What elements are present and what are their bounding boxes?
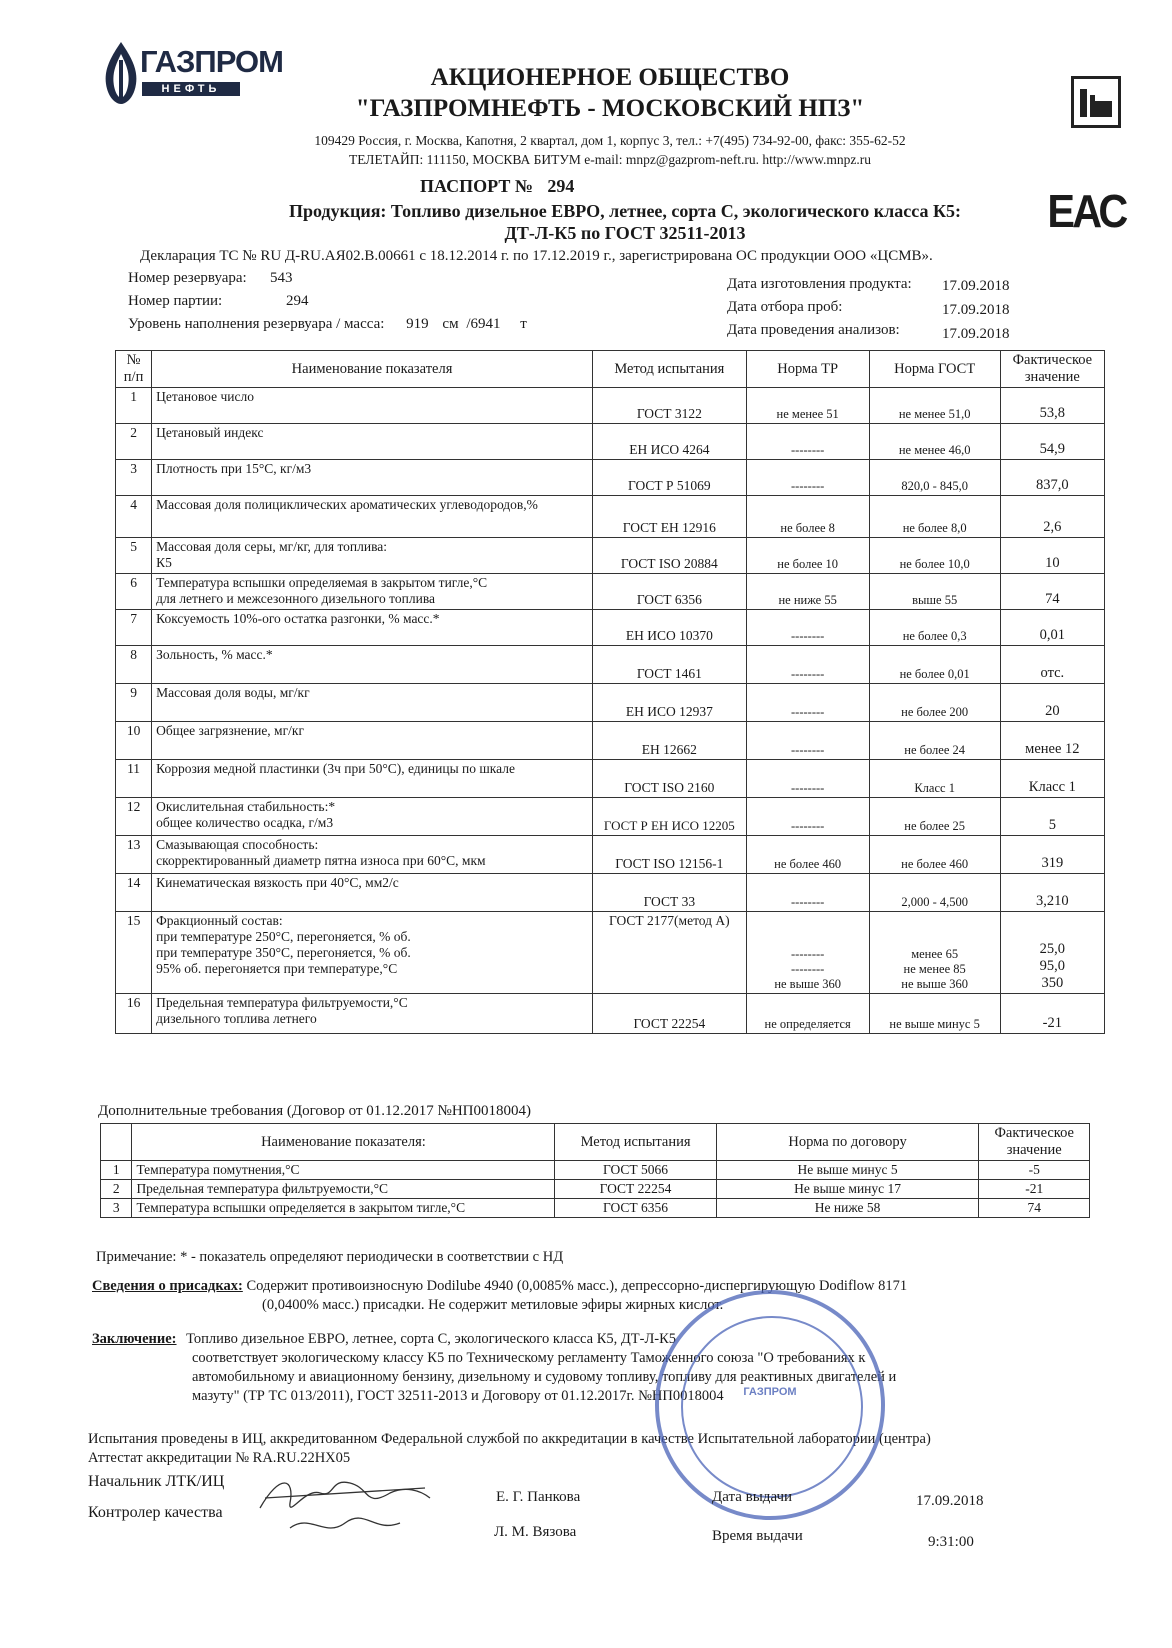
row-value: 837,0 (1000, 460, 1104, 496)
row-value: 2,6 (1000, 496, 1104, 538)
row-norm-tr-cell (746, 912, 869, 994)
table-row (116, 874, 1105, 912)
row-norm-tr: не выше 360 (774, 977, 842, 991)
quality-stamp (655, 1290, 885, 1520)
qc-name: Л. М. Вязова (494, 1524, 577, 1540)
row-method: ГОСТ 22254 (592, 994, 746, 1034)
fill-level (128, 316, 527, 333)
lab-accreditation: Испытания проведены в ИЦ, аккредитованном Федеральной службой по аккредитации в качестве Испытательной лаборатории (центра) (88, 1431, 931, 1447)
table-row (101, 1180, 1090, 1199)
row-norm-gost: не менее 46,0 (869, 424, 1000, 460)
logo-subtext: НЕФТЬ (142, 82, 240, 96)
row-value: 0,01 (1000, 610, 1104, 646)
issue-date: 17.09.2018 (916, 1493, 984, 1509)
fill-label: Уровень наполнения резервуара / масса: (128, 316, 385, 332)
row-method: ГОСТ 22254 (555, 1180, 716, 1199)
row-norm-tr: -------- (746, 684, 869, 722)
row-norm-gost: 820,0 - 845,0 (869, 460, 1000, 496)
factory-mark-icon (1071, 76, 1121, 128)
passport-label: ПАСПОРТ № (420, 176, 533, 196)
issue-date-label: Дата выдачи (712, 1489, 793, 1505)
row-method: ЕН ИСО 12937 (592, 684, 746, 722)
row-norm-tr: -------- (746, 760, 869, 798)
row-value: 5 (1000, 798, 1104, 836)
row-name: Предельная температура фильтруемости,°С (132, 1180, 555, 1199)
gazprom-neft-logo (100, 38, 283, 108)
head-name: Е. Г. Панкова (496, 1489, 581, 1505)
col-header-norm: Норма по договору (716, 1124, 979, 1161)
table-row (116, 610, 1105, 646)
accreditation-certificate: Аттестат аккредитации № RA.RU.22НХ05 (88, 1450, 351, 1466)
row-method: ГОСТ ISO 2160 (592, 760, 746, 798)
test-results-table (115, 350, 1105, 1034)
table-row (116, 388, 1105, 424)
row-number: 13 (116, 836, 152, 874)
table-row (116, 684, 1105, 722)
signatures (250, 1468, 440, 1543)
row-method: ГОСТ ISO 12156-1 (592, 836, 746, 874)
declaration: Декларация ТС № RU Д-RU.АЯ02.В.00661 с 18.12.2014 г. по 17.12.2019 г., зарегистрирована ОС продукции ООО «ЦСМВ». (140, 248, 933, 264)
col-header-blank (101, 1124, 132, 1161)
row-name: Массовая доля воды, мг/кг (152, 684, 593, 722)
row-name-cell (152, 574, 593, 610)
row-name: Температура помутнения,°С (132, 1161, 555, 1180)
row-name-sub: для летнего и межсезонного дизельного топлива (156, 591, 436, 606)
row-value: 3,210 (1000, 874, 1104, 912)
row-number: 12 (116, 798, 152, 836)
table-row (116, 424, 1105, 460)
row-number: 2 (116, 424, 152, 460)
issue-time: 9:31:00 (928, 1534, 974, 1550)
batch-label: Номер партии: (128, 293, 223, 309)
product-line-2: ДТ-Л-К5 по ГОСТ 32511-2013 (504, 223, 746, 243)
row-name-sub: дизельного топлива летнего (156, 1011, 317, 1026)
row-name-sub: скорректированный диаметр пятна износа при 60°С, мкм (156, 853, 486, 868)
fill-unit-cm: см (442, 316, 459, 332)
company-name: "ГАЗПРОМНЕФТЬ - МОСКОВСКИЙ НПЗ" (355, 95, 865, 122)
fill-unit-t: т (520, 316, 527, 332)
table-header-row (116, 351, 1105, 388)
row-norm-gost: не более 24 (869, 722, 1000, 760)
row-norm-gost: Класс 1 (869, 760, 1000, 798)
row-number: 10 (116, 722, 152, 760)
row-norm-gost: не менее 51,0 (869, 388, 1000, 424)
col-header-method: Метод испытания (592, 351, 746, 388)
row-number: 16 (116, 994, 152, 1034)
row-number: 2 (101, 1180, 132, 1199)
row-norm-gost: не выше 360 (901, 977, 968, 991)
row-method: ГОСТ 2177(метод А) (592, 912, 746, 994)
row-method: ГОСТ 1461 (592, 646, 746, 684)
row-norm-tr: -------- (746, 610, 869, 646)
row-norm-gost: не более 25 (869, 798, 1000, 836)
row-norm-tr: -------- (746, 646, 869, 684)
row-number: 5 (116, 538, 152, 574)
row-name: Зольность, % масс.* (152, 646, 593, 684)
row-method: ГОСТ ЕН 12916 (592, 496, 746, 538)
table-row (116, 538, 1105, 574)
conclusion-section (92, 1330, 1102, 1406)
row-norm-tr: не более 460 (746, 836, 869, 874)
sample-date-value: 17.09.2018 (942, 302, 1010, 318)
row-name: Цетановый индекс (152, 424, 593, 460)
row-name: Массовая доля серы, мг/кг, для топлива: (156, 539, 388, 554)
row-number: 15 (116, 912, 152, 994)
row-method: ЕН 12662 (592, 722, 746, 760)
row-method: ЕН ИСО 10370 (592, 610, 746, 646)
additional-title: Дополнительные требования (Договор от 01.12.2017 №НП0018004) (98, 1103, 531, 1119)
row-name: Температура вспышки определяется в закрытом тигле,°С (132, 1199, 555, 1218)
conclusion-line-4: мазуту" (ТР ТС 013/2011), ГОСТ 32511-2013 и Договору от 01.12.2017г. №НП0018004 (192, 1388, 724, 1404)
row-number: 3 (101, 1199, 132, 1218)
eac-mark: ЕАС (1047, 185, 1126, 237)
row-name: Цетановое число (152, 388, 593, 424)
row-value: отс. (1000, 646, 1104, 684)
row-number: 3 (116, 460, 152, 496)
row-name-cell (152, 798, 593, 836)
row-name: Кинематическая вязкость при 40°С, мм2/с (152, 874, 593, 912)
row-value-cell (1000, 912, 1104, 994)
footnote: Примечание: * - показатель определяют периодически в соответствии с НД (96, 1249, 564, 1265)
stamp-mark: ГАЗПРОМ (743, 1386, 797, 1398)
row-norm-gost: менее 65 (911, 947, 959, 961)
row-name: Общее загрязнение, мг/кг (152, 722, 593, 760)
row-value: менее 12 (1000, 722, 1104, 760)
additives-section (92, 1277, 1102, 1315)
row-norm-tr: -------- (746, 798, 869, 836)
row-norm-tr: -------- (746, 460, 869, 496)
additives-label: Сведения о присадках: (92, 1278, 243, 1294)
row-norm-tr: -------- (746, 722, 869, 760)
row-name-sub: при температуре 350°С, перегоняется, % об. (156, 945, 411, 960)
row-name-sub: при температуре 250°С, перегоняется, % об. (156, 929, 411, 944)
row-norm-tr: не более 10 (746, 538, 869, 574)
row-norm: Не выше минус 5 (716, 1161, 979, 1180)
row-number: 11 (116, 760, 152, 798)
head-label: Начальник ЛТК/ИЦ (88, 1473, 225, 1490)
logo-text: ГАЗПРОМ (140, 44, 283, 79)
row-norm-gost: не более 0,3 (869, 610, 1000, 646)
row-value: 319 (1000, 836, 1104, 874)
row-value: 350 (1041, 975, 1064, 991)
passport-number: 294 (547, 176, 575, 196)
tank-label: Номер резервуара: (128, 270, 247, 286)
row-name: Смазывающая способность: (156, 837, 319, 852)
analysis-date-value: 17.09.2018 (942, 326, 1010, 342)
row-norm-tr: -------- (791, 947, 825, 961)
row-norm-tr: -------- (746, 874, 869, 912)
row-name: Коррозия медной пластинки (3ч при 50°С), единицы по шкале (152, 760, 593, 798)
table-row (116, 574, 1105, 610)
row-number: 1 (101, 1161, 132, 1180)
col-header-norm-gost: Норма ГОСТ (869, 351, 1000, 388)
row-value: 53,8 (1000, 388, 1104, 424)
table-header-row (101, 1124, 1090, 1161)
table-row (116, 912, 1105, 994)
col-header-value: Фактическое значение (1000, 351, 1104, 388)
passport-title (420, 176, 574, 197)
table-row (101, 1161, 1090, 1180)
conclusion-line-1: Топливо дизельное ЕВРО, летнее, сорта С, экологического класса К5, ДТ-Л-К5 (186, 1331, 677, 1347)
company-type: АКЦИОНЕРНОЕ ОБЩЕСТВО (430, 64, 790, 91)
row-name: Плотность при 15°С, кг/м3 (152, 460, 593, 496)
batch-value: 294 (286, 293, 309, 309)
row-method: ГОСТ 6356 (592, 574, 746, 610)
row-value: -21 (979, 1180, 1090, 1199)
qc-label: Контролер качества (88, 1504, 223, 1521)
row-norm-gost: не более 10,0 (869, 538, 1000, 574)
row-number: 1 (116, 388, 152, 424)
row-number: 8 (116, 646, 152, 684)
row-method: ГОСТ 6356 (555, 1199, 716, 1218)
row-method: ГОСТ ISO 20884 (592, 538, 746, 574)
row-norm-gost: не менее 85 (903, 962, 966, 976)
col-header-value: Фактическое значение (979, 1124, 1090, 1161)
mfg-date-value: 17.09.2018 (942, 278, 1010, 294)
col-header-name: Наименование показателя (152, 351, 593, 388)
row-norm-gost: не более 0,01 (869, 646, 1000, 684)
row-value: Класс 1 (1000, 760, 1104, 798)
tank-value: 543 (270, 270, 293, 286)
row-value: -21 (1000, 994, 1104, 1034)
row-norm-gost-cell (869, 912, 1000, 994)
row-number: 6 (116, 574, 152, 610)
table-row (116, 798, 1105, 836)
company-address: 109429 Россия, г. Москва, Капотня, 2 квартал, дом 1, корпус 3, тел.: +7(495) 734-92-00, факс: 355-62-52 (314, 133, 906, 148)
table-row (116, 760, 1105, 798)
fill-value: 919 (406, 316, 429, 332)
row-method: ЕН ИСО 4264 (592, 424, 746, 460)
row-method: ГОСТ 5066 (555, 1161, 716, 1180)
row-norm-tr: не определяется (746, 994, 869, 1034)
row-norm-tr: -------- (791, 962, 825, 976)
conclusion-line-2: соответствует экологическому классу К5 по Техническому регламенту Таможенного союза "О требованиях к (192, 1350, 866, 1366)
row-name-cell (152, 836, 593, 874)
row-name: Предельная температура фильтруемости,°С (156, 995, 408, 1010)
row-method: ГОСТ Р ЕН ИСО 12205 (592, 798, 746, 836)
row-value: 74 (979, 1199, 1090, 1218)
row-norm-tr: не более 8 (746, 496, 869, 538)
table-row (116, 496, 1105, 538)
col-header-name: Наименование показателя: (132, 1124, 555, 1161)
row-name-cell (152, 912, 593, 994)
table-row (116, 460, 1105, 496)
row-norm: Не выше минус 17 (716, 1180, 979, 1199)
row-norm-tr: -------- (746, 424, 869, 460)
row-value: 20 (1000, 684, 1104, 722)
additives-line-2: (0,0400% масс.) присадки. Не содержит метиловые эфиры жирных кислот. (262, 1297, 724, 1313)
product-description (200, 200, 1050, 244)
row-name: Окислительная стабильность:* (156, 799, 336, 814)
row-name: Коксуемость 10%-ого остатка разгонки, % масс.* (152, 610, 593, 646)
row-name: Фракционный состав: (156, 913, 283, 928)
row-value: 10 (1000, 538, 1104, 574)
mfg-date-label: Дата изготовления продукта: (727, 276, 912, 292)
conclusion-label: Заключение: (92, 1331, 177, 1347)
row-norm-gost: не более 460 (869, 836, 1000, 874)
table-row (116, 994, 1105, 1034)
conclusion-line-3: автомобильному и авиационному бензину, дизельному и судовому топливу, топливу для реактивных двигателей и (192, 1369, 897, 1385)
row-number: 4 (116, 496, 152, 538)
row-value: 25,0 (1039, 941, 1066, 957)
issue-time-label: Время выдачи (712, 1528, 803, 1544)
col-header-norm-tr: Норма ТР (746, 351, 869, 388)
flame-icon (100, 40, 142, 106)
row-value: 95,0 (1039, 958, 1066, 974)
row-name-cell (152, 994, 593, 1034)
fill-mass: /6941 (466, 316, 501, 332)
table-row (101, 1199, 1090, 1218)
col-header-method: Метод испытания (555, 1124, 716, 1161)
row-number: 9 (116, 684, 152, 722)
table-row (116, 646, 1105, 684)
row-norm-gost: не выше минус 5 (869, 994, 1000, 1034)
row-norm: Не ниже 58 (716, 1199, 979, 1218)
row-value: -5 (979, 1161, 1090, 1180)
row-norm-gost: выше 55 (869, 574, 1000, 610)
row-name-sub: общее количество осадка, г/м3 (156, 815, 334, 830)
row-name: Температура вспышки определяемая в закрытом тигле,°С (156, 575, 488, 590)
row-number: 14 (116, 874, 152, 912)
row-norm-gost: не более 200 (869, 684, 1000, 722)
row-name-sub: 95% об. перегоняется при температуре,°С (156, 961, 398, 976)
analysis-date-label: Дата проведения анализов: (727, 322, 900, 338)
product-line-1: Продукция: Топливо дизельное ЕВРО, летнее, сорта С, экологического класса К5: (288, 201, 961, 221)
table-row (116, 722, 1105, 760)
sample-date-label: Дата отбора проб: (727, 299, 843, 315)
row-norm-gost: не более 8,0 (869, 496, 1000, 538)
company-contacts: ТЕЛЕТАЙП: 111150, МОСКВА БИТУМ e-mail: mnpz@gazprom-neft.ru. http://www.mnpz.ru (348, 152, 872, 167)
additional-requirements-table (100, 1123, 1090, 1218)
row-name-sub: К5 (156, 555, 172, 570)
row-norm-tr: не менее 51 (746, 388, 869, 424)
row-method: ГОСТ 3122 (592, 388, 746, 424)
row-value: 74 (1000, 574, 1104, 610)
row-norm-tr: не ниже 55 (746, 574, 869, 610)
row-norm-gost: 2,000 - 4,500 (869, 874, 1000, 912)
row-name: Массовая доля полициклических ароматических углеводородов,% (152, 496, 593, 538)
row-method: ГОСТ Р 51069 (592, 460, 746, 496)
row-number: 7 (116, 610, 152, 646)
table-row (116, 836, 1105, 874)
col-header-number: № п/п (116, 351, 152, 388)
row-method: ГОСТ 33 (592, 874, 746, 912)
row-value: 54,9 (1000, 424, 1104, 460)
additives-line-1: Содержит противоизносную Dodilube 4940 (0,0085% масс.), депрессорно-диспергирующую Dodiflow 8171 (246, 1278, 908, 1294)
row-name-cell (152, 538, 593, 574)
